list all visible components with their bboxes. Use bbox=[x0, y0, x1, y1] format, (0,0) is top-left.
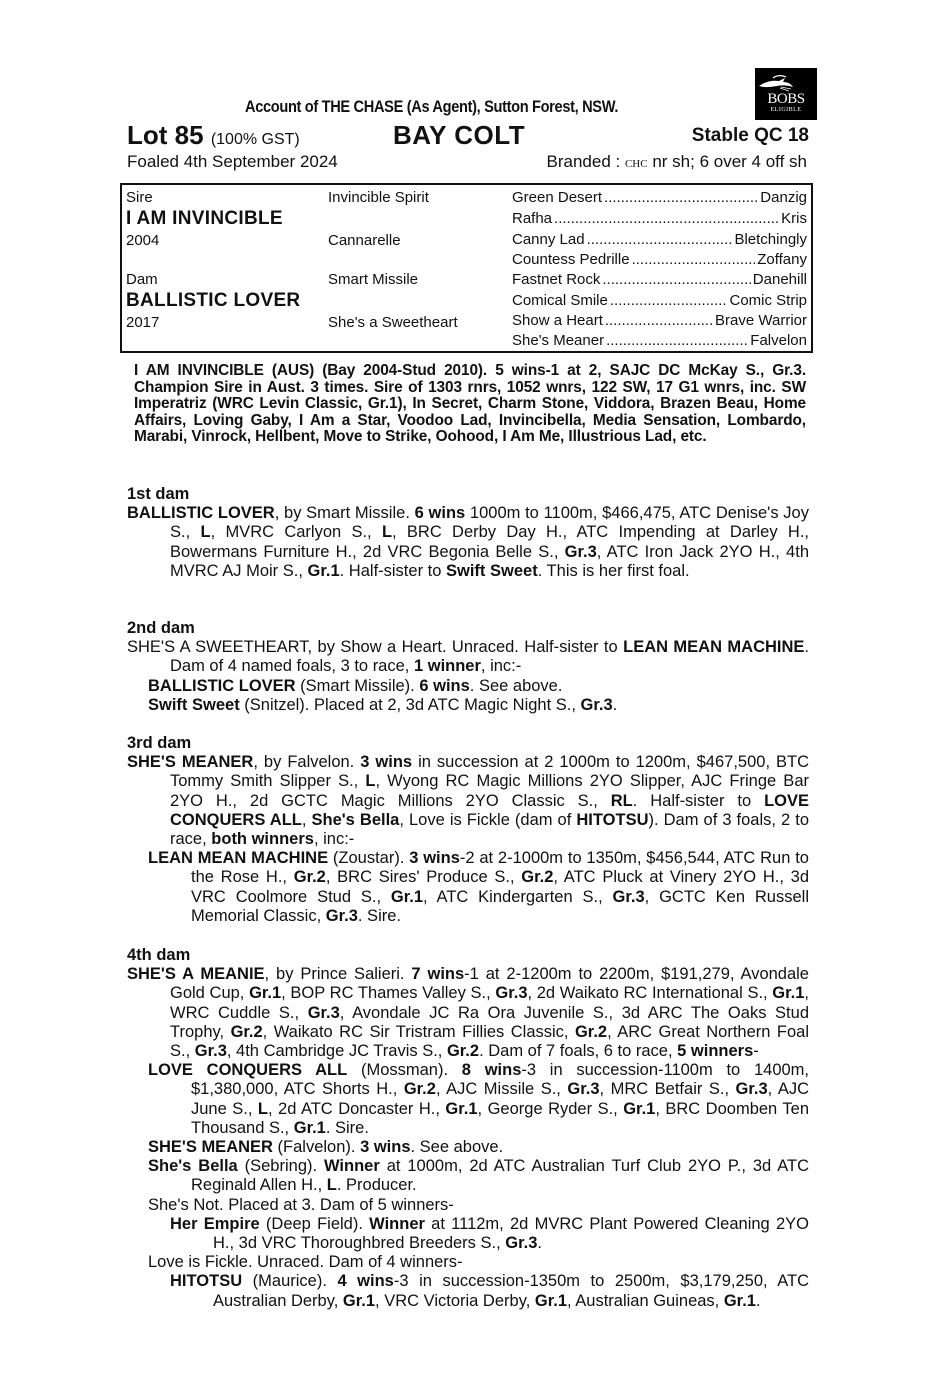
dam-section-4 bbox=[127, 946, 809, 1311]
foaled-date: Foaled 4th September 2024 bbox=[127, 152, 338, 171]
vendor-account: Account of THE CHASE (As Agent), Sutton Forest, NSW. bbox=[245, 97, 619, 116]
leader-dots bbox=[604, 189, 758, 206]
pedigree-table bbox=[120, 183, 813, 353]
gen3-name: Comical Smile bbox=[512, 292, 608, 309]
dam-label: Dam bbox=[126, 271, 158, 288]
dam-year: 2017 bbox=[126, 314, 160, 331]
leader-dots bbox=[602, 271, 750, 288]
progeny-entry: She's Bella (Sebring). Winner at 1000m, 2d ATC Australian Turf Club 2YO P., 3d ATC Reginald Allen H., L. Producer. bbox=[148, 1157, 809, 1195]
horse-description: BAY COLT bbox=[393, 120, 526, 150]
sire-dam: Cannarelle bbox=[328, 232, 401, 249]
progeny-entry: Love is Fickle. Unraced. Dam of 4 winners- bbox=[148, 1253, 463, 1272]
gen3-sire: Danzig bbox=[760, 189, 807, 206]
gen3-name: Show a Heart bbox=[512, 312, 603, 329]
brand-info bbox=[547, 152, 808, 172]
gen3-name: Green Desert bbox=[512, 189, 603, 206]
lot-label: Lot 85 bbox=[127, 120, 204, 150]
progeny-entry: HITOTSU (Maurice). 4 wins-3 in succession-1350m to 2500m, $3,179,250, ATC Australian Derby, Gr.1, VRC Victoria Derby, Gr.1, Australian Guineas, Gr.1. bbox=[170, 1272, 809, 1310]
gen3-row bbox=[512, 292, 807, 309]
dam-section-2 bbox=[127, 619, 809, 715]
gen3-sire: Brave Warrior bbox=[715, 312, 807, 329]
bobs-eligible-logo bbox=[755, 68, 817, 120]
progeny-entry: LOVE CONQUERS ALL (Mossman). 8 wins-3 in succession-1100m to 1400m, $1,380,000, ATC Shorts H., Gr.2, AJC Missile S., Gr.3, MRC Betfair S., Gr.3, AJC June S., L, 2d ATC Doncaster H., Gr.1, George Ryder S., Gr.1, BRC Doomben Ten Thousand S., Gr.1. Sire. bbox=[148, 1061, 810, 1137]
progeny-entry: LEAN MEAN MACHINE (Zoustar). 3 wins-2 at 2-1000m to 1350m, $456,544, ATC Run to the Rose H., Gr.2, BRC Sires' Produce S., Gr.2, ATC Pluck at Vinery 2YO H., 3d VRC Coolmore Stud S., Gr.1, ATC Kindergarten S., Gr.3, GCTC Ken Russell Memorial Classic, Gr.3. Sire. bbox=[148, 849, 809, 925]
stable-location: Stable QC 18 bbox=[691, 125, 809, 146]
sire-summary: I AM INVINCIBLE (AUS) (Bay 2004-Stud 2010). 5 wins-1 at 2, SAJC DC McKay S., Gr.3. Champion Sire in Aust. 3 times. Sire of 1303 rnrs, 1052 wnrs, 122 SW, 17 G1 wnrs, inc. SW Imperatriz (WRC Levin Classic, Gr.1), In Secret, Charm Stone, Viddora, Brazen Beau, Home Affairs, Loving Gaby, I Am a Star, Voodoo Lad, Invincibella, Media Sensation, Lombardo, Marabi, Vinrock, Hellbent, Move to Strike, Oohood, I Am Me, Illustrious Lad, etc. bbox=[134, 362, 806, 446]
dam-section-3 bbox=[127, 734, 809, 926]
branded-detail: nr sh; 6 over 4 off sh bbox=[652, 152, 807, 171]
dam-entry: SHE'S A MEANIE, by Prince Salieri. 7 wins-1 at 2-1200m to 2200m, $191,279, Avondale Gold Cup, Gr.1, BOP RC Thames Valley S., Gr.3, 2d Waikato RC International S., Gr.1, WRC Cuddle S., Gr.3, Avondale JC Ra Ora Juvenile S., 3d ARC The Oaks Stud Trophy, Gr.2, Waikato RC Sir Tristram Fillies Classic, Gr.2, ARC Great Northern Foal S., Gr.3, 4th Cambridge JC Travis S., Gr.2. Dam of 7 foals, 6 to race, 5 winners- bbox=[127, 965, 809, 1061]
dam-heading: 4th dam bbox=[127, 946, 191, 964]
gen3-name: Fastnet Rock bbox=[512, 271, 601, 288]
progeny-entry: BALLISTIC LOVER (Smart Missile). 6 wins. See above. bbox=[148, 676, 563, 695]
dam-heading: 3rd dam bbox=[127, 734, 192, 752]
gen3-row bbox=[512, 210, 807, 227]
dam-entry: BALLISTIC LOVER, by Smart Missile. 6 wins 1000m to 1100m, $466,475, ATC Denise's Joy S., L, MVRC Carlyon S., L, BRC Derby Day H., ATC Impending at Darley H., Bowermans Furniture H., 2d VRC Begonia Belle S., Gr.3, ATC Iron Jack 2YO H., 4th MVRC AJ Moir S., Gr.1. Half-sister to Swift Sweet. This is her first foal. bbox=[127, 504, 809, 580]
gen3-row bbox=[512, 231, 807, 248]
sire-label: Sire bbox=[126, 189, 153, 206]
gen3-sire: Falvelon bbox=[750, 332, 807, 349]
gen3-sire: Kris bbox=[781, 210, 807, 227]
leader-dots bbox=[605, 312, 713, 329]
gst-note: (100% GST) bbox=[210, 131, 300, 148]
lot-header bbox=[127, 120, 809, 152]
dam-name: BALLISTIC LOVER bbox=[126, 290, 301, 311]
gen3-name: Rafha bbox=[512, 210, 553, 227]
dam-entry: SHE'S MEANER, by Falvelon. 3 wins in succession at 2 1000m to 1200m, $467,500, BTC Tommy Smith Slipper S., L, Wyong RC Magic Millions 2YO Slipper, AJC Fringe Bar 2YO H., 2d GCTC Magic Millions 2YO Classic S., RL. Half-sister to LOVE CONQUERS ALL, She's Bella, Love is Fickle (dam of HITOTSU). Dam of 3 foals, 2 to race, both winners, inc:- bbox=[127, 753, 810, 849]
gen3-row bbox=[512, 251, 807, 268]
dam-heading: 1st dam bbox=[127, 485, 190, 503]
leader-dots bbox=[554, 210, 779, 227]
progeny-entry: SHE'S MEANER (Falvelon). 3 wins. See above. bbox=[148, 1138, 504, 1157]
dam-dam: She's a Sweetheart bbox=[328, 314, 458, 331]
leader-dots bbox=[610, 292, 728, 309]
brand-mark: CHC bbox=[624, 158, 648, 170]
leader-dots bbox=[606, 332, 748, 349]
gen3-name: Countess Pedrille bbox=[512, 251, 630, 268]
bobs-horse-icon bbox=[755, 74, 795, 92]
progeny-entry: She's Not. Placed at 3. Dam of 5 winners- bbox=[148, 1195, 454, 1214]
gen3-row bbox=[512, 312, 807, 329]
sire-name: I AM INVINCIBLE bbox=[126, 208, 283, 229]
progeny-entry: Swift Sweet (Snitzel). Placed at 2, 3d ATC Magic Night S., Gr.3. bbox=[148, 695, 618, 714]
gen3-sire: Danehill bbox=[752, 271, 807, 288]
leader-dots bbox=[587, 231, 733, 248]
leader-dots bbox=[632, 251, 756, 268]
gen3-sire: Zoffany bbox=[757, 251, 807, 268]
gen3-sire: Comic Strip bbox=[729, 292, 807, 309]
branded-label: Branded : bbox=[546, 152, 621, 171]
gen3-row bbox=[512, 189, 807, 206]
gen3-row bbox=[512, 332, 807, 349]
gen3-name: She's Meaner bbox=[512, 332, 605, 349]
lot-number bbox=[127, 120, 300, 151]
gen3-name: Canny Lad bbox=[512, 231, 585, 248]
dam-heading: 2nd dam bbox=[127, 619, 195, 637]
sire-year: 2004 bbox=[126, 232, 160, 249]
gen3-sire: Bletchingly bbox=[734, 231, 807, 248]
dam-sire: Smart Missile bbox=[328, 271, 419, 288]
dam-section-1 bbox=[127, 485, 809, 581]
logo-eligible-text: ELIGIBLE bbox=[770, 107, 802, 113]
gen3-row bbox=[512, 271, 807, 288]
progeny-entry: Her Empire (Deep Field). Winner at 1112m, 2d MVRC Plant Powered Cleaning 2YO H., 3d VRC Thoroughbred Breeders S., Gr.3. bbox=[170, 1214, 809, 1253]
sire-sire: Invincible Spirit bbox=[328, 189, 429, 206]
dam-entry: SHE'S A SWEETHEART, by Show a Heart. Unraced. Half-sister to LEAN MEAN MACHINE. Dam of 4 named foals, 3 to race, 1 winner, inc:- bbox=[127, 638, 809, 676]
logo-bobs-text: BOBS bbox=[767, 91, 805, 107]
